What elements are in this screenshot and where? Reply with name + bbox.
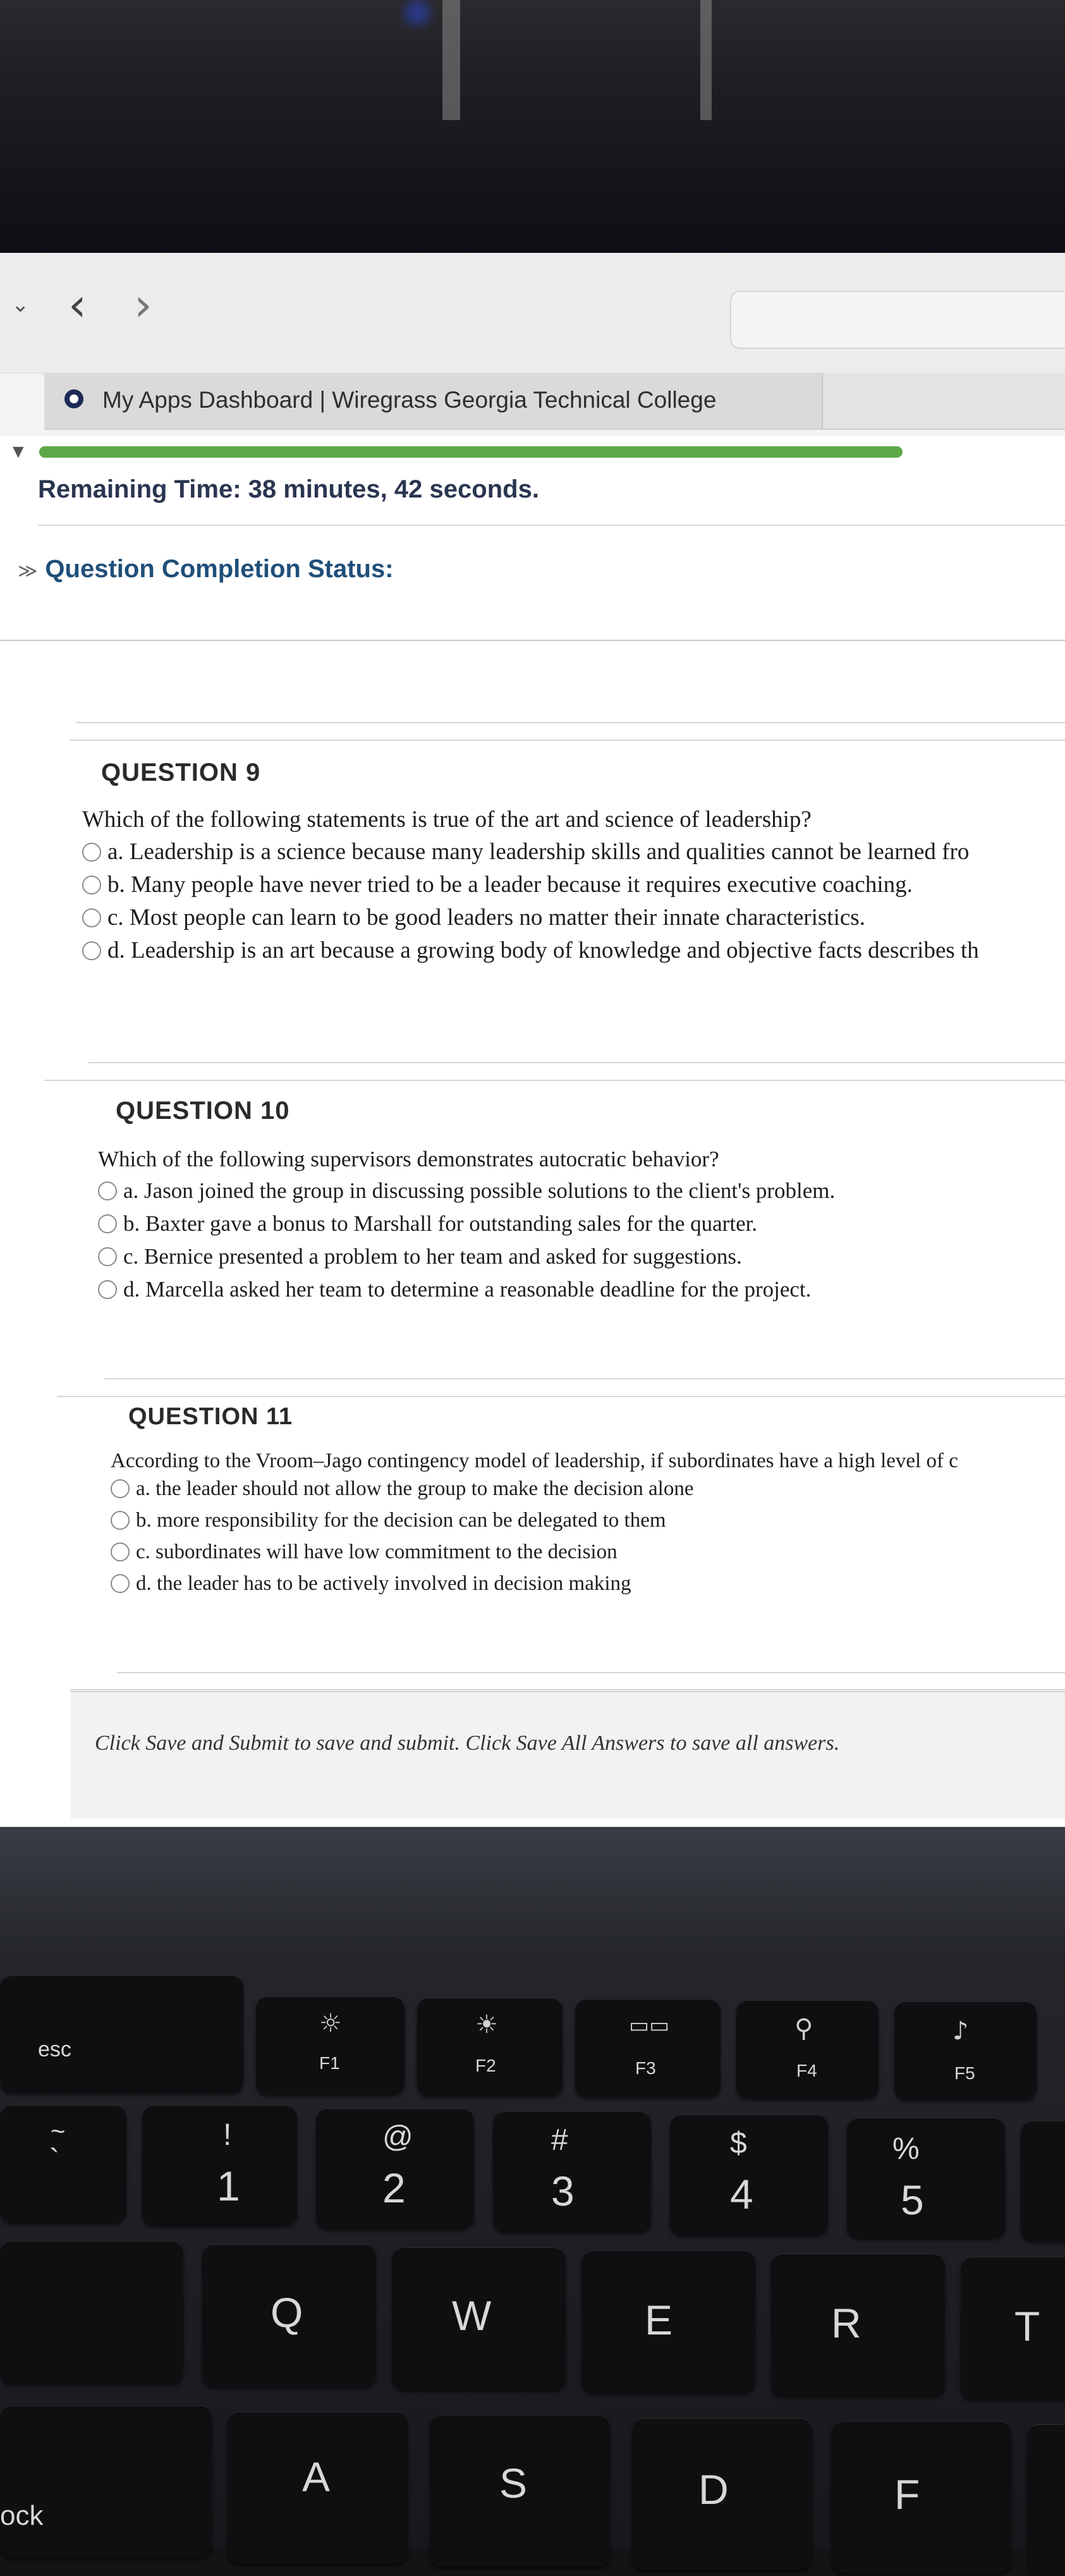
blurred-light [405,0,430,25]
answer-options [98,1175,835,1306]
mission-control-icon: ▭▭ [629,2013,670,2038]
key-e[interactable] [581,2250,755,2393]
f5-key[interactable] [894,2001,1037,2099]
option-label: b. more responsibility for the decision can be delegated to them [136,1509,666,1532]
answer-option[interactable] [98,1175,835,1207]
key-number: 1 [217,2163,240,2209]
tab-title: My Apps Dashboard | Wiregrass Georgia Technical College [102,387,717,413]
question-completion-status-toggle[interactable] [18,555,394,583]
radio-button[interactable] [82,941,101,960]
radio-button[interactable] [82,876,101,894]
microphone-icon: ♪ [952,2017,969,2046]
save-instruction-text: Click Save and Submit to save and submit. Click Save All Answers to save all answers. [95,1731,840,1755]
option-label: a. the leader should not allow the group to make the decision alone [136,1477,694,1500]
divider [57,1396,1065,1397]
progress-fill [39,446,868,458]
timer-seconds: 42 [394,475,423,503]
question-text: Which of the following statements is true of the art and science of leadership? [82,807,812,833]
divider [38,525,1065,526]
option-label: a. Jason joined the group in discussing possible solutions to the client's problem. [123,1178,836,1203]
key-shift-symbol: $ [730,2127,747,2160]
timer-minutes: 38 [248,475,277,503]
key-w[interactable] [392,2247,566,2390]
caps-lock-key[interactable] [0,2405,212,2557]
key-1[interactable] [142,2105,297,2225]
f1-key[interactable] [256,1996,405,2094]
key-shift-symbol: % [892,2132,920,2166]
question-block [98,1097,835,1306]
brightness-up-icon: ☀ [475,2010,498,2039]
option-label: d. the leader has to be actively involved in decision making [136,1572,631,1595]
address-bar[interactable] [730,291,1065,349]
divider [117,1672,1065,1673]
key-shift-symbol: ! [223,2118,232,2152]
blurred-streak [700,0,712,120]
key-2[interactable] [316,2108,474,2228]
divider [70,740,1065,741]
answer-option[interactable] [111,1505,958,1536]
test-progress-bar [39,446,903,458]
question-heading: QUESTION 10 [116,1097,290,1125]
divider [70,1689,1065,1690]
blurred-streak [442,0,460,120]
fkey-label: F1 [319,2053,340,2073]
answer-option[interactable] [111,1536,958,1568]
f4-key[interactable] [736,2000,879,2098]
radio-button[interactable] [111,1542,130,1561]
key-r[interactable] [771,2254,945,2396]
answer-option[interactable] [82,901,979,934]
option-label: c. Most people can learn to be good leaders no matter their innate characteristics. [107,905,865,931]
radio-button[interactable] [111,1511,130,1530]
timer-seconds-word: seconds. [429,475,539,503]
question-heading: QUESTION 11 [128,1403,293,1430]
key-shift-symbol: ~ [51,2118,66,2146]
double-chevron-down-icon: ≫ [18,561,38,582]
option-label: a. Leadership is a science because many leadership skills and qualities cannot be learned fro [107,839,970,865]
key-4[interactable] [670,2115,828,2235]
key-letter: D [698,2466,729,2513]
favicon-icon [64,389,83,408]
key-s[interactable] [430,2415,610,2567]
answer-option[interactable] [98,1207,835,1240]
key-g-partial[interactable] [1027,2424,1065,2576]
timer-label: Remaining Time: [38,475,241,503]
completion-status-label: Question Completion Status: [45,555,394,583]
key-number: 5 [901,2176,924,2223]
tab-key[interactable] [0,2241,183,2383]
answer-option[interactable] [82,869,979,901]
radio-button[interactable] [82,843,101,862]
answer-options [82,836,979,967]
fkey-label: F5 [954,2063,975,2083]
option-label: c. Bernice presented a problem to her team and asked for suggestions. [123,1244,742,1269]
answer-option[interactable] [82,934,979,967]
answer-options [111,1473,958,1599]
fkey-label: F4 [796,2061,817,2080]
fkey-label: F2 [475,2056,496,2075]
divider [0,640,1065,641]
key-letter: F [894,2471,920,2518]
radio-button[interactable] [98,1280,117,1299]
chevron-down-icon[interactable]: ⌄ [11,293,30,317]
remaining-time [38,475,539,504]
caps-lock-label: ock [0,2500,44,2531]
f3-key[interactable] [575,1999,721,2097]
divider [88,1062,1065,1063]
key-letter: W [452,2292,492,2339]
radio-button[interactable] [98,1181,117,1200]
esc-key[interactable] [0,1975,243,2092]
divider [104,1378,1065,1379]
key-q[interactable] [202,2244,376,2386]
key-number: 3 [551,2168,575,2214]
divider [44,1080,1065,1081]
key-symbol: ` [49,2144,59,2177]
tab-strip [44,373,1065,430]
option-label: d. Marcella asked her team to determine a reasonable deadline for the project. [123,1277,812,1302]
key-3[interactable] [493,2111,651,2231]
key-number: 2 [382,2164,406,2211]
radio-button[interactable] [82,908,101,927]
key-shift-symbol: @ [382,2120,413,2154]
radio-button[interactable] [111,1574,130,1593]
question-heading: QUESTION 9 [101,759,261,786]
chevron-left-icon[interactable]: ‹ [68,278,87,331]
question-text: According to the Vroom–Jago contingency model of leadership, if subordinates have a high level of c [111,1450,958,1472]
browser-tab[interactable] [44,373,823,429]
key-t[interactable] [961,2257,1065,2399]
option-label: b. Many people have never tried to be a leader because it requires executive coaching. [107,872,913,898]
key-letter: T [1014,2303,1040,2350]
option-label: c. subordinates will have low commitment to the decision [136,1541,618,1563]
brightness-down-icon: ☼ [319,2009,342,2038]
answer-option[interactable] [111,1568,958,1599]
question-text: Which of the following supervisors demonstrates autocratic behavior? [98,1147,719,1171]
radio-button[interactable] [111,1479,130,1498]
f2-key[interactable] [417,1998,563,2096]
laptop-keyboard [0,1827,1065,2549]
esc-label: esc [38,2037,71,2061]
answer-option[interactable] [111,1473,958,1505]
collapse-triangle-icon[interactable]: ▼ [9,441,28,462]
key-5[interactable] [847,2118,1005,2238]
background-above-screen [0,0,1065,266]
question-block [111,1403,958,1599]
radio-button[interactable] [98,1247,117,1266]
key-letter: E [645,2297,673,2343]
key-d[interactable] [632,2418,812,2570]
browser-toolbar [0,253,1065,374]
backtick-key[interactable] [0,2105,126,2222]
key-6-partial[interactable] [1021,2121,1065,2241]
answer-option[interactable] [98,1273,835,1306]
fkey-label: F3 [635,2058,656,2078]
radio-button[interactable] [98,1214,117,1233]
search-icon: ⚲ [794,2014,813,2043]
key-a[interactable] [228,2412,408,2563]
key-letter: R [831,2300,861,2347]
key-shift-symbol: # [551,2123,568,2157]
save-instructions-box [71,1691,1065,1819]
test-content [0,436,1065,1827]
key-number: 4 [730,2171,753,2218]
key-letter: S [499,2460,528,2506]
question-block [82,759,979,967]
timer-minutes-word: minutes, [283,475,387,503]
answer-option[interactable] [98,1240,835,1273]
option-label: b. Baxter gave a bonus to Marshall for outstanding sales for the quarter. [123,1211,758,1236]
key-f[interactable] [831,2421,1011,2573]
divider [76,722,1065,723]
key-letter: Q [271,2289,303,2336]
chevron-right-icon[interactable]: › [134,278,152,331]
key-letter: A [302,2453,331,2500]
option-label: d. Leadership is an art because a growing body of knowledge and objective facts describes th [107,937,979,963]
answer-option[interactable] [82,836,979,869]
laptop-screen [0,253,1065,1827]
